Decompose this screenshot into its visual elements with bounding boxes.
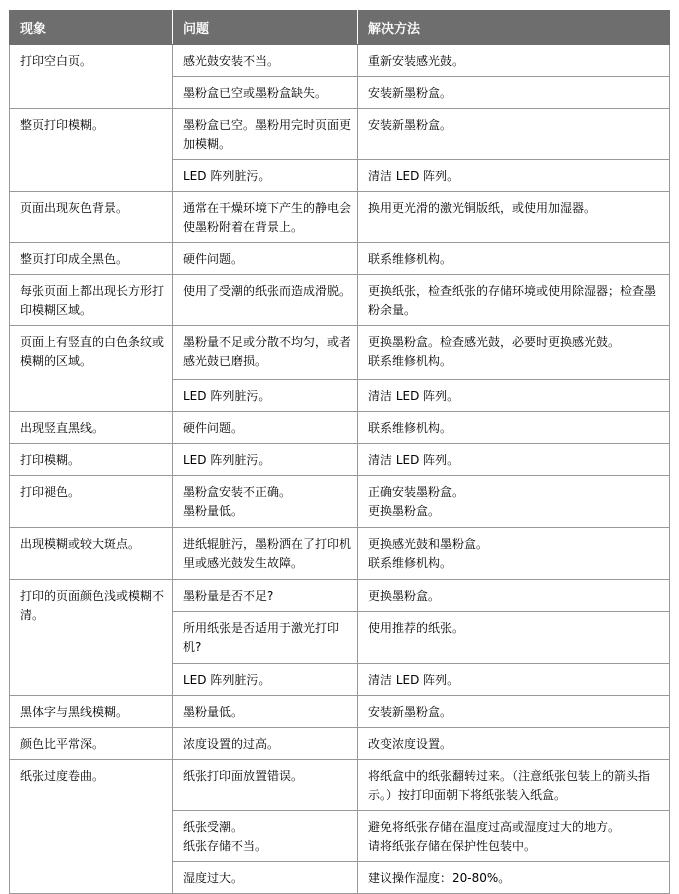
problem-cell — [173, 77, 358, 109]
solution-cell — [358, 77, 670, 109]
problem-cell — [173, 760, 358, 811]
problem-line: 纸张打印面放置错误。 — [183, 769, 304, 783]
solution-line: 建议操作湿度：20-80%。 — [368, 871, 511, 885]
solution-line: 更换感光鼓和墨粉盒。 — [368, 537, 489, 551]
solution-cell — [358, 664, 670, 696]
solution-cell — [358, 528, 670, 580]
solution-cell — [358, 243, 670, 275]
problem-line: LED 阵列脏污。 — [183, 453, 271, 467]
solution-line: 重新安装感光鼓。 — [368, 54, 465, 68]
header-symptom: 现象 — [10, 11, 173, 45]
solution-line: 更换墨粉盒。检查感光鼓，必要时更换感光鼓。 — [368, 335, 621, 349]
solution-line: 清洁 LED 阵列。 — [368, 453, 460, 467]
solution-cell — [358, 728, 670, 760]
solution-line: 将纸盒中的纸张翻转过来。（注意纸张包装上的箭头指示。）按打印面朝下将纸张装入纸盒。 — [368, 769, 651, 802]
problem-line: LED 阵列脏污。 — [183, 673, 271, 687]
solution-line: 安装新墨粉盒。 — [368, 118, 453, 132]
table-body — [10, 45, 670, 894]
problem-line: 墨粉盒安装不正确。 — [183, 485, 292, 499]
symptom-cell: 打印褪色。 — [10, 476, 173, 528]
solution-cell — [358, 192, 670, 243]
symptom-cell: 纸张过度卷曲。 — [10, 760, 173, 894]
symptom-cell: 整页打印成全黑色。 — [10, 243, 173, 275]
symptom-cell: 颜色比平常深。 — [10, 728, 173, 760]
solution-cell — [358, 696, 670, 728]
solution-cell — [358, 612, 670, 664]
problem-line: 使用了受潮的纸张而造成滑脱。 — [183, 284, 352, 298]
problem-line: 墨粉盒已空或墨粉盒缺失。 — [183, 86, 328, 100]
solution-cell — [358, 109, 670, 160]
solution-line: 改变浓度设置。 — [368, 737, 453, 751]
table-row — [10, 109, 670, 160]
problem-line: 墨粉量低。 — [183, 504, 244, 518]
solution-line: 清洁 LED 阵列。 — [368, 673, 460, 687]
table-row — [10, 412, 670, 444]
problem-cell — [173, 728, 358, 760]
problem-line: 墨粉量是否不足? — [183, 589, 274, 603]
solution-line: 使用推荐的纸张。 — [368, 621, 465, 635]
solution-cell — [358, 380, 670, 412]
problem-line: 所用纸张是否适用于激光打印机? — [183, 621, 340, 654]
problem-line: 感光鼓安装不当。 — [183, 54, 280, 68]
problem-cell — [173, 580, 358, 612]
solution-cell — [358, 580, 670, 612]
problem-line: 浓度设置的过高。 — [183, 737, 280, 751]
solution-cell — [358, 45, 670, 77]
solution-cell — [358, 326, 670, 380]
table-row — [10, 696, 670, 728]
solution-line: 正确安装墨粉盒。 — [368, 485, 465, 499]
problem-cell — [173, 664, 358, 696]
solution-cell — [358, 811, 670, 862]
problem-cell — [173, 192, 358, 243]
solution-line: 联系维修机构。 — [368, 252, 453, 266]
symptom-cell: 页面上有竖直的白色条纹或模糊的区域。 — [10, 326, 173, 412]
solution-line: 更换纸张，检查纸张的存储环境或使用除湿器；检查墨粉余量。 — [368, 284, 657, 317]
header-solution: 解决方法 — [358, 11, 670, 45]
problem-cell — [173, 412, 358, 444]
symptom-cell: 出现模糊或较大斑点。 — [10, 528, 173, 580]
symptom-cell: 出现竖直黑线。 — [10, 412, 173, 444]
problem-line: 纸张受潮。 — [183, 820, 244, 834]
problem-line: 墨粉量不足或分散不均匀，或者感光鼓已磨损。 — [183, 335, 352, 368]
troubleshooting-table — [9, 10, 670, 894]
solution-line: 安装新墨粉盒。 — [368, 86, 453, 100]
symptom-cell: 打印空白页。 — [10, 45, 173, 109]
solution-line: 避免将纸张存储在温度过高或湿度过大的地方。 — [368, 820, 621, 834]
problem-line: 通常在干燥环境下产生的静电会使墨粉附着在背景上。 — [183, 201, 352, 234]
problem-line: 湿度过大。 — [183, 871, 244, 885]
solution-line: 联系维修机构。 — [368, 421, 453, 435]
problem-cell — [173, 811, 358, 862]
problem-line: 纸张存储不当。 — [183, 839, 268, 853]
problem-cell — [173, 612, 358, 664]
solution-line: 安装新墨粉盒。 — [368, 705, 453, 719]
solution-line: 更换墨粉盒。 — [368, 504, 441, 518]
problem-cell — [173, 528, 358, 580]
problem-line: 墨粉盒已空。墨粉用完时页面更加模糊。 — [183, 118, 352, 151]
problem-line: LED 阵列脏污。 — [183, 389, 271, 403]
solution-cell — [358, 275, 670, 326]
problem-cell — [173, 45, 358, 77]
problem-line: LED 阵列脏污。 — [183, 169, 271, 183]
symptom-cell: 整页打印模糊。 — [10, 109, 173, 192]
symptom-cell: 每张页面上都出现长方形打印模糊区域。 — [10, 275, 173, 326]
symptom-cell: 打印模糊。 — [10, 444, 173, 476]
problem-cell — [173, 380, 358, 412]
problem-cell — [173, 243, 358, 275]
solution-line: 联系维修机构。 — [368, 556, 453, 570]
symptom-cell: 页面出现灰色背景。 — [10, 192, 173, 243]
problem-cell — [173, 862, 358, 894]
table-row — [10, 760, 670, 811]
solution-cell — [358, 412, 670, 444]
problem-cell — [173, 696, 358, 728]
problem-cell — [173, 109, 358, 160]
table-row — [10, 476, 670, 528]
problem-cell — [173, 326, 358, 380]
solution-cell — [358, 862, 670, 894]
problem-line: 进纸辊脏污，墨粉洒在了打印机里或感光鼓发生故障。 — [183, 537, 352, 570]
table-header-row — [10, 11, 670, 45]
table-row — [10, 580, 670, 612]
solution-line: 更换墨粉盒。 — [368, 589, 441, 603]
solution-line: 清洁 LED 阵列。 — [368, 169, 460, 183]
table-row — [10, 528, 670, 580]
solution-line: 联系维修机构。 — [368, 354, 453, 368]
table-row — [10, 275, 670, 326]
solution-line: 换用更光滑的激光铜版纸，或使用加湿器。 — [368, 201, 597, 215]
table-row — [10, 243, 670, 275]
problem-cell — [173, 275, 358, 326]
solution-line: 请将纸张存储在保护性包装中。 — [368, 839, 537, 853]
problem-cell — [173, 160, 358, 192]
solution-cell — [358, 444, 670, 476]
problem-line: 硬件问题。 — [183, 252, 244, 266]
solution-cell — [358, 160, 670, 192]
table-row — [10, 45, 670, 77]
table-row — [10, 326, 670, 380]
table-row — [10, 444, 670, 476]
problem-cell — [173, 476, 358, 528]
problem-cell — [173, 444, 358, 476]
solution-cell — [358, 760, 670, 811]
problem-line: 墨粉量低。 — [183, 705, 244, 719]
solution-cell — [358, 476, 670, 528]
header-problem: 问题 — [173, 11, 358, 45]
table-row — [10, 728, 670, 760]
problem-line: 硬件问题。 — [183, 421, 244, 435]
table-row — [10, 192, 670, 243]
symptom-cell: 黑体字与黑线模糊。 — [10, 696, 173, 728]
symptom-cell: 打印的页面颜色浅或模糊不清。 — [10, 580, 173, 696]
solution-line: 清洁 LED 阵列。 — [368, 389, 460, 403]
